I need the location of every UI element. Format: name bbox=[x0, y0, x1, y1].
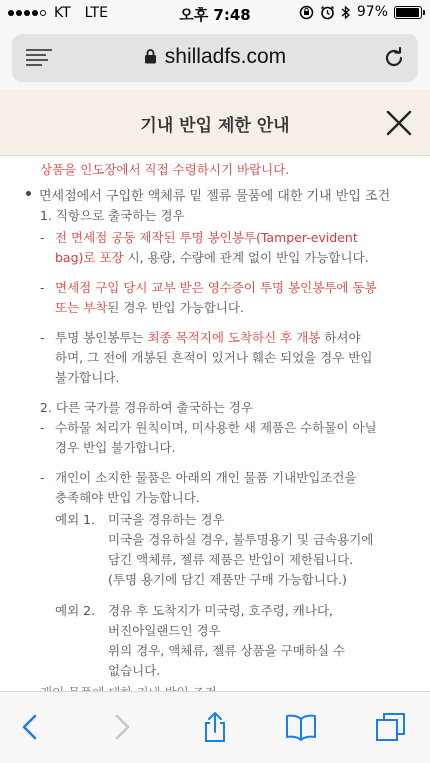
network-label: LTE bbox=[84, 5, 108, 21]
exception-1-line4: (투명 용기에 담긴 제품만 구매 가능합니다.) bbox=[108, 572, 347, 587]
list-dash: - bbox=[40, 280, 45, 295]
exception-1-label: 예외 1. bbox=[55, 512, 96, 527]
exception-2-line1: 경유 후 도착지가 미국령, 호주령, 캐나다, bbox=[108, 603, 333, 618]
exception-2-label: 예외 2. bbox=[55, 603, 96, 618]
battery-fill bbox=[396, 8, 419, 17]
exception-2-line2: 버진아일랜드인 경우 bbox=[108, 623, 221, 638]
exception-2-line3: 위의 경우, 액체류, 젤류 상품을 구매하실 수 bbox=[108, 643, 346, 658]
s1-item3-line1-red: 최종 목적지에 도착하신 후 개봉 bbox=[147, 330, 321, 345]
s1-item1-line2-red: bag)로 포장 bbox=[55, 250, 124, 265]
exception-1-line3: 담긴 액체류, 젤류 제품은 반입이 제한됩니다. bbox=[108, 552, 354, 567]
carrier-label: KT bbox=[54, 5, 71, 21]
s2-item1-line1: 수하물 처리가 원칙이며, 미사용한 새 제품은 수하물이 아닐 bbox=[55, 420, 377, 435]
list-dash: - bbox=[40, 230, 45, 245]
page-title: 기내 반입 제한 안내 bbox=[140, 116, 290, 136]
back-icon[interactable] bbox=[14, 710, 48, 744]
status-right bbox=[299, 4, 422, 20]
s1-item2-line1: 면세점 구입 당시 교부 받은 영수증이 투명 봉인봉투에 동봉 bbox=[55, 280, 377, 295]
status-bar bbox=[0, 0, 430, 28]
reload-icon[interactable] bbox=[382, 46, 406, 70]
s1-item3-line1-a: 투명 봉인봉투는 bbox=[55, 330, 148, 345]
s1-item3-line3: 불가합니다. bbox=[55, 370, 120, 385]
close-icon[interactable] bbox=[386, 110, 412, 136]
exception-2-line4: 없습니다. bbox=[108, 663, 161, 678]
browser-toolbar bbox=[0, 691, 430, 763]
bookmarks-icon[interactable] bbox=[284, 710, 318, 744]
bullet-text: 면세점에서 구입한 액체류 밑 젤류 물품에 대한 기내 반입 조건 bbox=[39, 189, 391, 204]
browser-address-area bbox=[0, 28, 430, 90]
url-text: shilladfs.com bbox=[164, 45, 287, 68]
s1-item2-line2-rest: 된 경우 반입 가능합니다. bbox=[107, 300, 244, 315]
lock-icon bbox=[144, 48, 157, 64]
modal-header bbox=[0, 90, 430, 156]
battery-icon bbox=[394, 6, 422, 19]
orientation-lock-icon bbox=[299, 5, 314, 20]
s2-item2-line1: 개인이 소지한 물품은 아래의 개인 물품 기내반입조건을 bbox=[55, 470, 357, 485]
notice-content bbox=[0, 156, 430, 691]
s2-item2-line2: 충족해야 반입 가능합니다. bbox=[55, 490, 200, 505]
bluetooth-icon bbox=[341, 5, 351, 20]
s1-item2-line2 bbox=[55, 298, 244, 318]
section-1-heading: 1. 직항으로 출국하는 경우 bbox=[40, 208, 185, 223]
s1-item1-line2 bbox=[55, 248, 369, 268]
list-dash: - bbox=[40, 470, 45, 485]
intro-text: 상품을 인도장에서 직접 수령하시기 바랍니다. bbox=[40, 162, 290, 177]
forward-icon[interactable] bbox=[104, 710, 138, 744]
s2-item1-line2: 경우 반입 불가합니다. bbox=[55, 440, 176, 455]
list-dash: - bbox=[40, 330, 45, 345]
list-dash: - bbox=[40, 420, 45, 435]
address-bar[interactable] bbox=[12, 34, 418, 82]
alarm-icon bbox=[320, 5, 335, 20]
s1-item3-line1-b: 하셔야 bbox=[320, 330, 361, 345]
exception-1-line2: 미국을 경유하실 경우, 불투명용기 및 금속용기에 bbox=[108, 532, 374, 547]
battery-percent: 97% bbox=[356, 4, 388, 20]
s1-item3-line1 bbox=[55, 328, 361, 348]
s1-item1-line2-rest: 시, 용량, 수량에 관계 없이 반입 가능합니다. bbox=[123, 250, 369, 265]
tabs-icon[interactable] bbox=[374, 710, 408, 744]
url-display[interactable] bbox=[12, 45, 418, 69]
exception-1-line1: 미국을 경유하는 경우 bbox=[108, 512, 225, 527]
s1-item3-line2: 하며, 그 전에 개봉된 흔적이 있거나 훼손 되었을 경우 반입 bbox=[55, 350, 373, 365]
bullet-heading bbox=[26, 186, 390, 207]
s1-item1-line1: 전 면세점 공동 제작된 투명 봉인봉투(Tamper-evident bbox=[55, 230, 358, 245]
section-2-heading: 2. 다른 국가를 경유하여 출국하는 경우 bbox=[40, 400, 253, 415]
s1-item2-line2-red: 또는 부착 bbox=[55, 300, 108, 315]
bullet-dot bbox=[26, 191, 31, 196]
clock: 오후 7:48 bbox=[179, 6, 251, 24]
share-icon[interactable] bbox=[198, 710, 232, 744]
